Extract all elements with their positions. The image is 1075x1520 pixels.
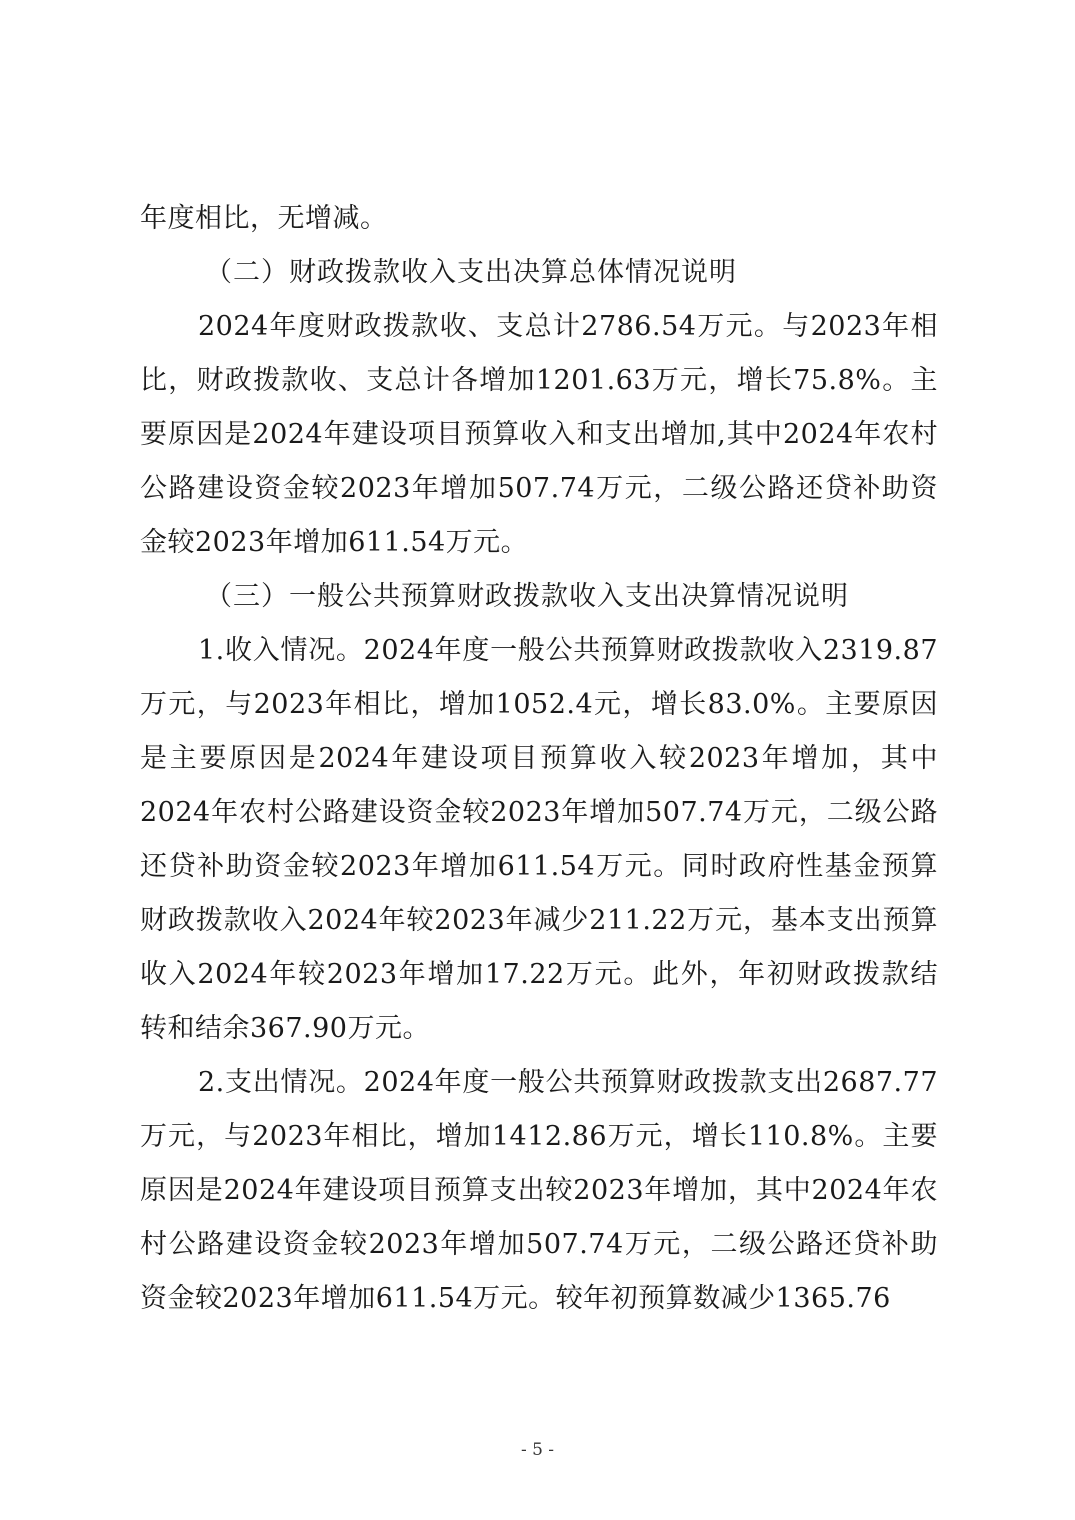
income-paragraph: 1.收入情况。2024年度一般公共预算财政拨款收入2319.87万元，与2023年相比，增加1052.4元，增长83.0%。主要原因是主要原因是2024年建设项目预算收入较2023年增加，其中2024年农村公路建设资金较2023年增加507.74万元，二级公路还贷补助资金较2023年增加611.54万元。同时政府性基金预算财政拨款收入2024年较2023年减少211.22万元，基本支出预算收入2024年较2023年增加17.22万元。此外，年初财政拨款结转和结余367.90万元。: [140, 635, 938, 1044]
page-number: - 5 -: [520, 1440, 555, 1460]
section-heading-3: （三）一般公共预算财政拨款收入支出决算情况说明: [205, 581, 849, 612]
section-heading-2: （二）财政拨款收入支出决算总体情况说明: [205, 257, 737, 288]
expenditure-paragraph: 2.支出情况。2024年度一般公共预算财政拨款支出2687.77万元，与2023年相比，增加1412.86万元，增长110.8%。主要原因是2024年建设项目预算支出较2023年增加，其中2024年农村公路建设资金较2023年增加507.74万元，二级公路还贷补助资金较2023年增加611.54万元。较年初预算数减少1365.76: [140, 1067, 938, 1314]
section2-paragraph: 2024年度财政拨款收、支总计2786.54万元。与2023年相比，财政拨款收、支总计各增加1201.63万元，增长75.8%。主要原因是2024年建设项目预算收入和支出增加,其中2024年农村公路建设资金较2023年增加507.74万元，二级公路还贷补助资金较2023年增加611.54万元。: [140, 311, 938, 558]
continuation-text: 年度相比，无增减。: [140, 203, 388, 234]
